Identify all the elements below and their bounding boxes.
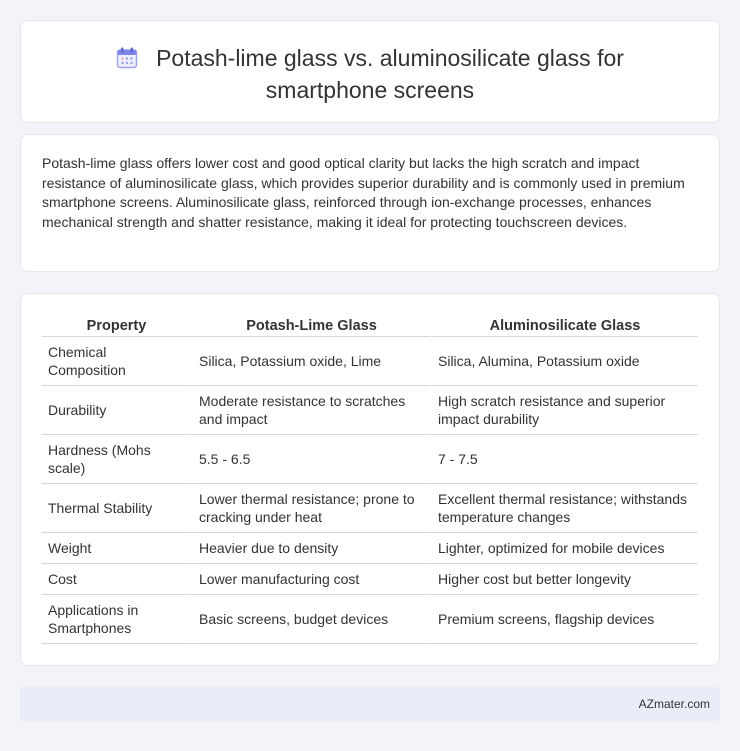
aluminosilicate-cell: Excellent thermal resistance; withstands temperature changes bbox=[430, 484, 698, 533]
table-row bbox=[42, 595, 698, 644]
property-cell: Weight bbox=[42, 533, 191, 564]
property-cell: Hardness (Mohs scale) bbox=[42, 435, 191, 484]
property-cell: Durability bbox=[42, 386, 191, 435]
comparison-table-card bbox=[20, 293, 720, 666]
aluminosilicate-cell: Premium screens, flagship devices bbox=[430, 595, 698, 644]
aluminosilicate-cell: Higher cost but better longevity bbox=[430, 564, 698, 595]
property-cell: Thermal Stability bbox=[42, 484, 191, 533]
table-row bbox=[42, 386, 698, 435]
potash-lime-cell: Basic screens, budget devices bbox=[191, 595, 430, 644]
potash-lime-cell: Moderate resistance to scratches and impact bbox=[191, 386, 430, 435]
table-row bbox=[42, 533, 698, 564]
table-header-row bbox=[42, 314, 698, 337]
property-cell: Cost bbox=[42, 564, 191, 595]
table-row bbox=[42, 484, 698, 533]
potash-lime-cell: Lower thermal resistance; prone to cracking under heat bbox=[191, 484, 430, 533]
page-title bbox=[21, 44, 719, 105]
potash-lime-cell: 5.5 - 6.5 bbox=[191, 435, 430, 484]
table-row bbox=[42, 435, 698, 484]
header-potash-lime: Potash-Lime Glass bbox=[191, 314, 430, 337]
aluminosilicate-cell: 7 - 7.5 bbox=[430, 435, 698, 484]
title-line-2: smartphone screens bbox=[265, 77, 475, 103]
property-cell: Chemical Composition bbox=[42, 337, 191, 386]
property-cell: Applications in Smartphones bbox=[42, 595, 191, 644]
title-line-1: Potash-lime glass vs. aluminosilicate glass for bbox=[156, 45, 624, 71]
aluminosilicate-cell: Silica, Alumina, Potassium oxide bbox=[430, 337, 698, 386]
potash-lime-cell: Heavier due to density bbox=[191, 533, 430, 564]
aluminosilicate-cell: Lighter, optimized for mobile devices bbox=[430, 533, 698, 564]
calendar-icon bbox=[116, 47, 138, 76]
header-aluminosilicate: Aluminosilicate Glass bbox=[430, 314, 698, 337]
summary-card bbox=[20, 134, 720, 272]
potash-lime-cell: Silica, Potassium oxide, Lime bbox=[191, 337, 430, 386]
table-row bbox=[42, 564, 698, 595]
aluminosilicate-cell: High scratch resistance and superior impact durability bbox=[430, 386, 698, 435]
comparison-table bbox=[42, 314, 698, 644]
footer-bar bbox=[20, 687, 720, 721]
summary-text: Potash-lime glass offers lower cost and good optical clarity but lacks the high scratch and impact resistance of aluminosilicate glass, which provides superior durability and is commonly used in premium smartphone screens. Aluminosilicate glass, reinforced through ion-exchange processes, enhances mechanical strength and shatter resistance, making it ideal for protecting touchscreen devices. bbox=[42, 155, 685, 230]
footer-site: AZmater.com bbox=[638, 697, 710, 711]
table-row bbox=[42, 337, 698, 386]
potash-lime-cell: Lower manufacturing cost bbox=[191, 564, 430, 595]
header-property: Property bbox=[42, 314, 191, 337]
title-card bbox=[20, 20, 720, 123]
